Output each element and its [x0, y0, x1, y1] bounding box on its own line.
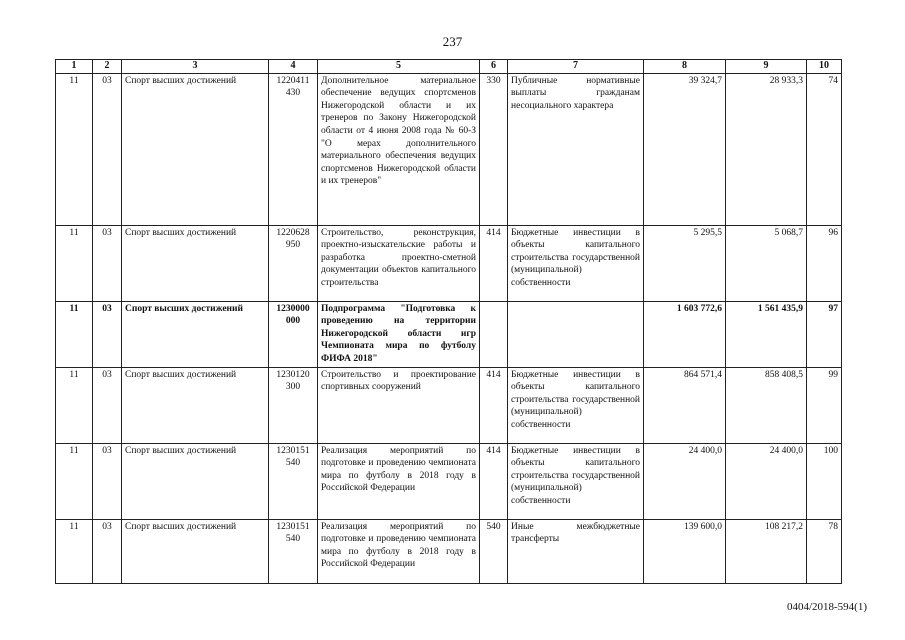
execution-percent: 99	[807, 367, 842, 443]
execution-percent: 78	[807, 519, 842, 583]
table-row	[56, 367, 842, 443]
expense-name: Реализация мероприятий по подготовке и проведению чемпионата мира по футболу в 2018 году в Российской Федерации	[318, 443, 480, 519]
column-header: 2	[93, 60, 122, 74]
actual-amount: 28 933,3	[726, 73, 807, 225]
type-code: 414	[480, 443, 508, 519]
expense-name: Дополнительное материальное обеспечение ведущих спортсменов Нижегородской области и их тренеров по Закону Нижегородской области от 4 июня 2008 года № 60-З "О мерах дополнительного материального обеспечения ведущих спортсменов Нижегородской области и их тренеров"	[318, 73, 480, 225]
subsection-code: 03	[93, 519, 122, 583]
expense-name: Строительство и проектирование спортивных сооружений	[318, 367, 480, 443]
section-code: 11	[56, 367, 93, 443]
planned-amount: 1 603 772,6	[644, 301, 726, 367]
column-header: 4	[269, 60, 318, 74]
table-row	[56, 73, 842, 225]
type-code	[480, 301, 508, 367]
type-code: 414	[480, 225, 508, 301]
actual-amount: 24 400,0	[726, 443, 807, 519]
section-name: Спорт высших достижений	[122, 301, 269, 367]
target-code: 1230151 540	[269, 443, 318, 519]
subsection-code: 03	[93, 73, 122, 225]
target-code: 1230120 300	[269, 367, 318, 443]
document-code: 0404/2018-594(1)	[786, 601, 867, 613]
column-header: 10	[807, 60, 842, 74]
section-name: Спорт высших достижений	[122, 73, 269, 225]
table-row	[56, 519, 842, 583]
section-code: 11	[56, 73, 93, 225]
section-code: 11	[56, 301, 93, 367]
type-name: Иные межбюджетные трансферты	[508, 519, 644, 583]
type-code: 414	[480, 367, 508, 443]
section-name: Спорт высших достижений	[122, 367, 269, 443]
section-name: Спорт высших достижений	[122, 225, 269, 301]
subsection-code: 03	[93, 367, 122, 443]
planned-amount: 24 400,0	[644, 443, 726, 519]
section-name: Спорт высших достижений	[122, 519, 269, 583]
table-row	[56, 301, 842, 367]
column-header: 1	[56, 60, 93, 74]
type-name: Публичные нормативные выплаты гражданам несоциального характера	[508, 73, 644, 225]
type-code: 330	[480, 73, 508, 225]
column-header: 7	[508, 60, 644, 74]
actual-amount: 1 561 435,9	[726, 301, 807, 367]
planned-amount: 5 295,5	[644, 225, 726, 301]
execution-percent: 96	[807, 225, 842, 301]
column-header: 3	[122, 60, 269, 74]
section-code: 11	[56, 225, 93, 301]
expense-name: Строительство, реконструкция, проектно-изыскательские работы и разработка проектно-сметной документации объектов капитального строительства	[318, 225, 480, 301]
table-header-row	[56, 60, 842, 74]
column-header: 9	[726, 60, 807, 74]
subsection-code: 03	[93, 225, 122, 301]
planned-amount: 139 600,0	[644, 519, 726, 583]
subsection-code: 03	[93, 443, 122, 519]
type-code: 540	[480, 519, 508, 583]
column-header: 8	[644, 60, 726, 74]
target-code: 1230151 540	[269, 519, 318, 583]
type-name	[508, 301, 644, 367]
expense-name: Подпрограмма "Подготовка к проведению на территории Нижегородской области игр Чемпионата мира по футболу ФИФА 2018"	[318, 301, 480, 367]
column-header: 6	[480, 60, 508, 74]
subsection-code: 03	[93, 301, 122, 367]
execution-percent: 74	[807, 73, 842, 225]
actual-amount: 5 068,7	[726, 225, 807, 301]
type-name: Бюджетные инвестиции в объекты капитального строительства государственной (муниципальной) собственности	[508, 443, 644, 519]
execution-percent: 97	[807, 301, 842, 367]
actual-amount: 858 408,5	[726, 367, 807, 443]
section-name: Спорт высших достижений	[122, 443, 269, 519]
column-header: 5	[318, 60, 480, 74]
target-code: 1220411 430	[269, 73, 318, 225]
planned-amount: 864 571,4	[644, 367, 726, 443]
section-code: 11	[56, 443, 93, 519]
planned-amount: 39 324,7	[644, 73, 726, 225]
table-row	[56, 225, 842, 301]
budget-table	[55, 59, 842, 584]
actual-amount: 108 217,2	[726, 519, 807, 583]
expense-name: Реализация мероприятий по подготовке и проведению чемпионата мира по футболу в 2018 году в Российской Федерации	[318, 519, 480, 583]
execution-percent: 100	[807, 443, 842, 519]
type-name: Бюджетные инвестиции в объекты капитального строительства государственной (муниципальной) собственности	[508, 367, 644, 443]
target-code: 1220628 950	[269, 225, 318, 301]
table-row	[56, 443, 842, 519]
type-name: Бюджетные инвестиции в объекты капитального строительства государственной (муниципальной) собственности	[508, 225, 644, 301]
section-code: 11	[56, 519, 93, 583]
target-code: 1230000 000	[269, 301, 318, 367]
page-number: 237	[442, 34, 463, 49]
